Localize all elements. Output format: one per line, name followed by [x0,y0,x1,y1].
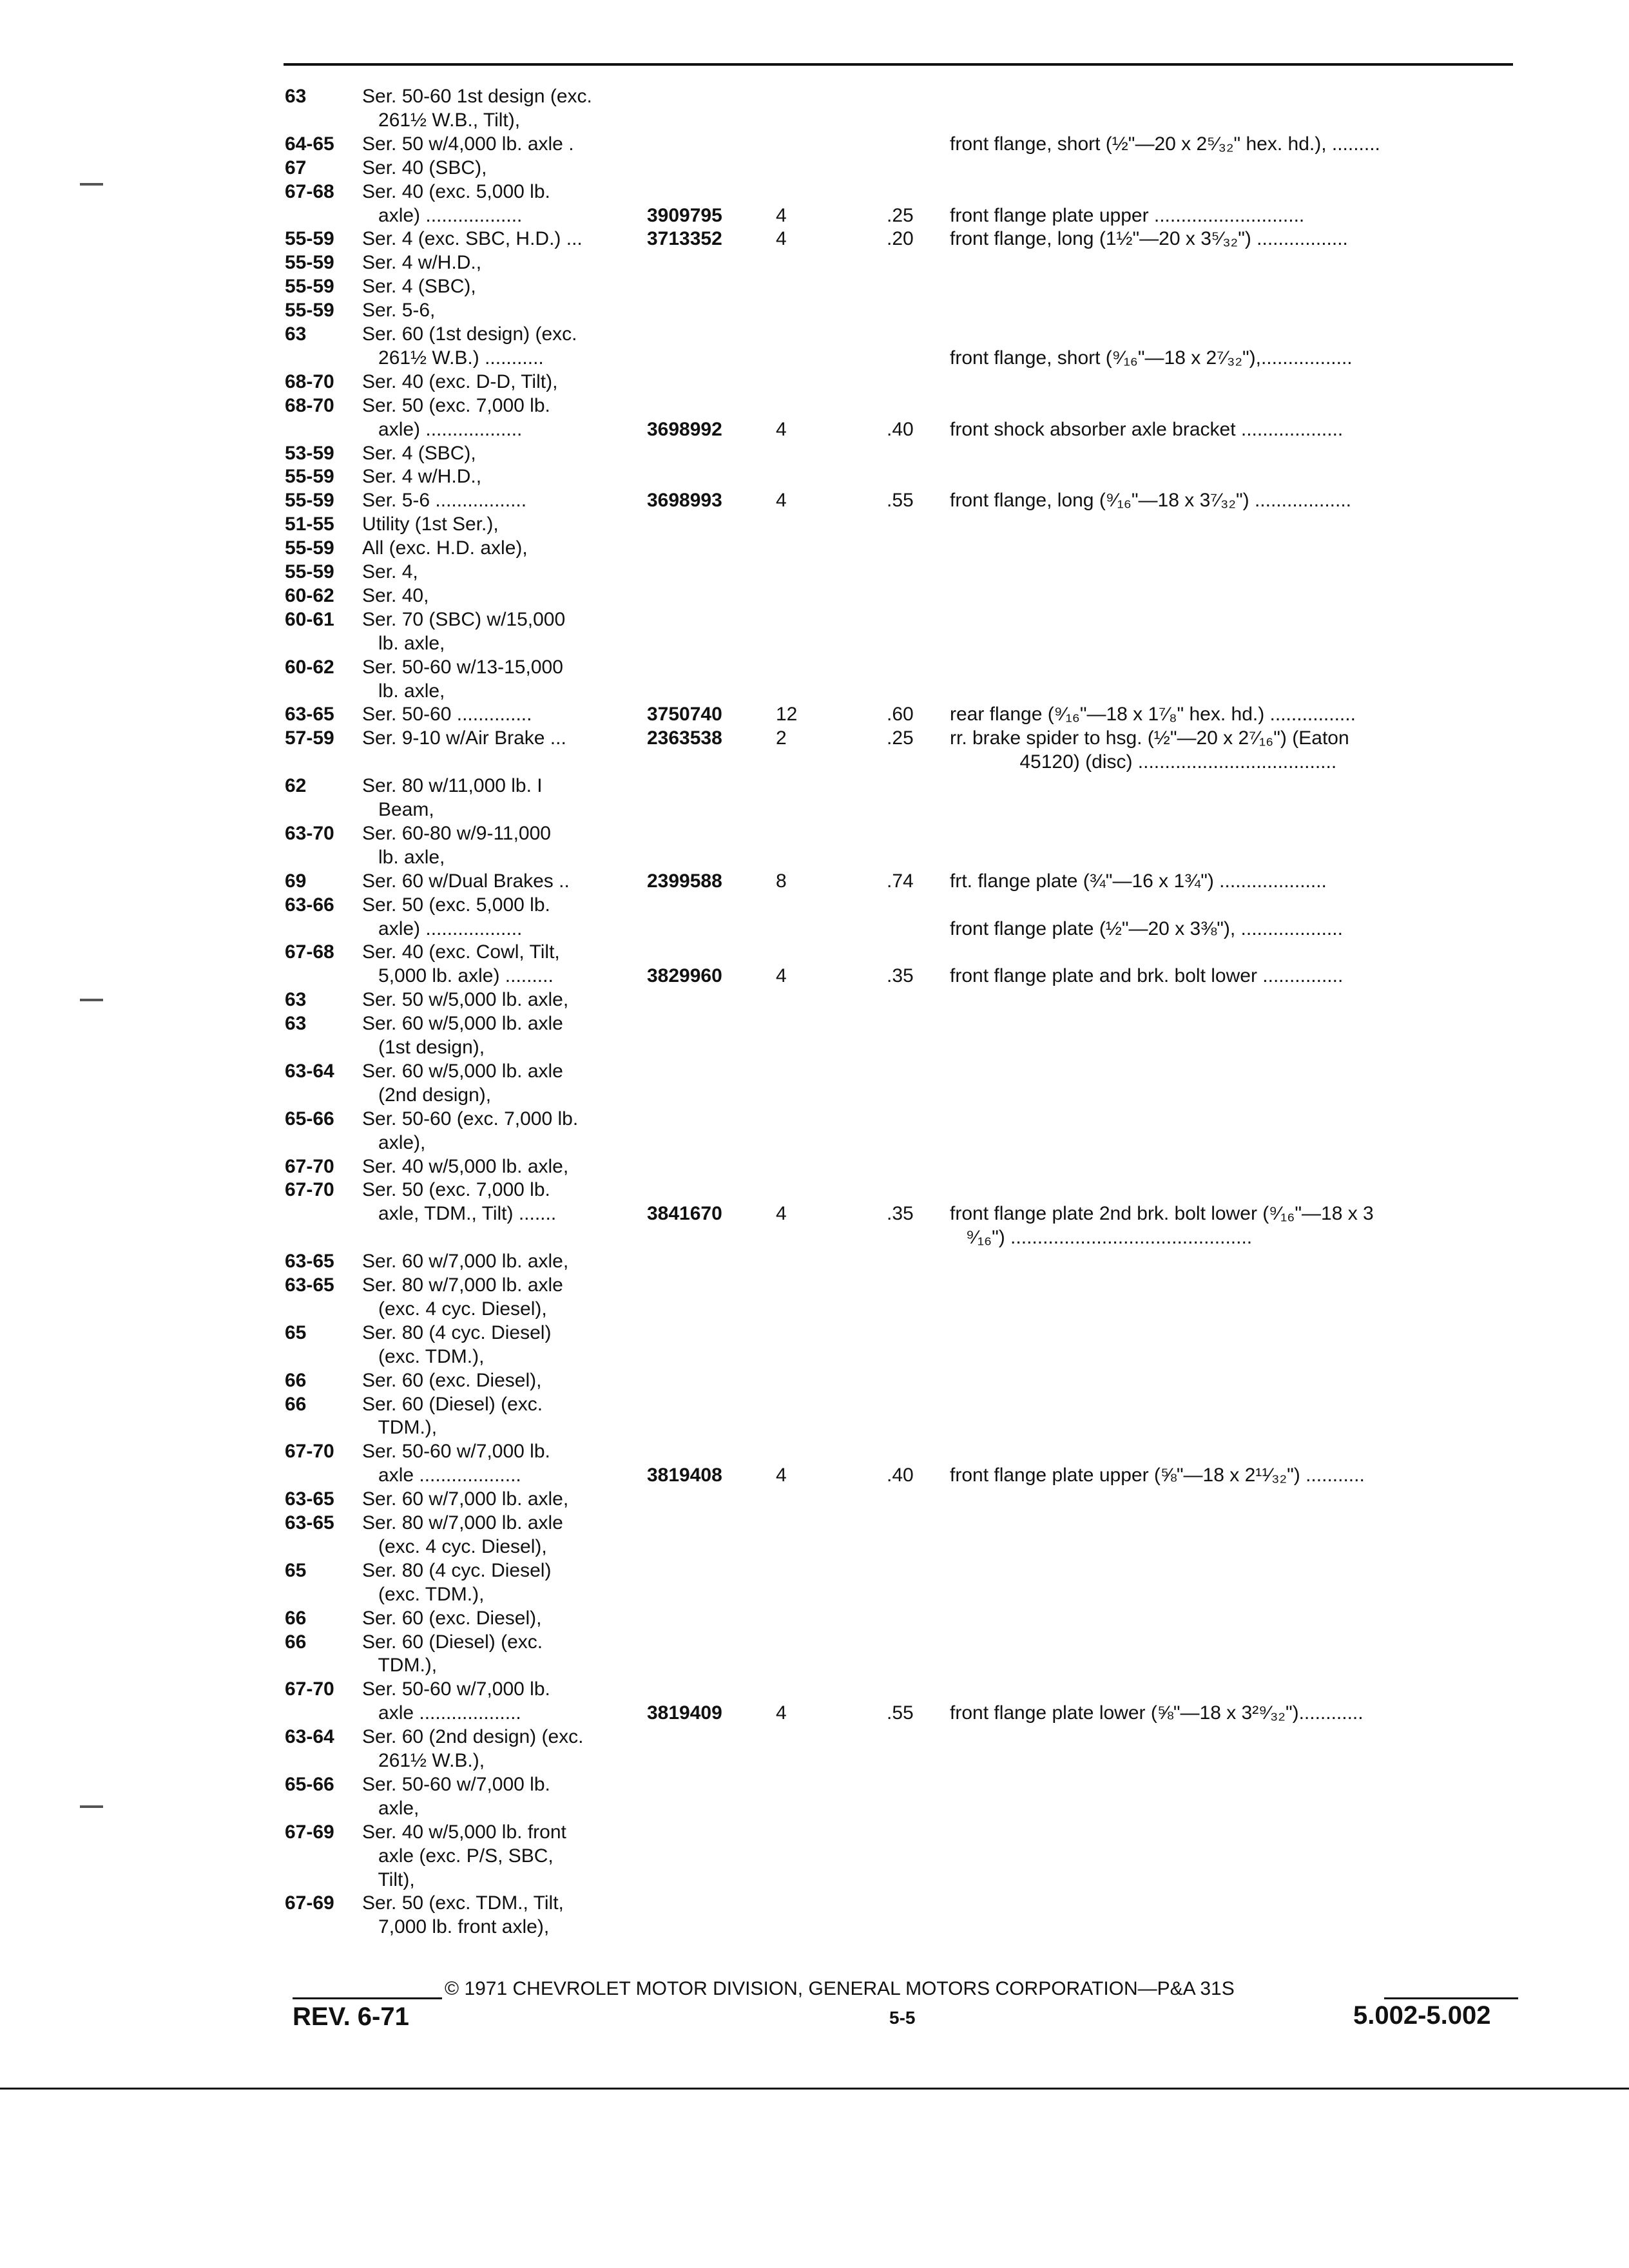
catalog-line [0,821,1629,847]
catalog-line [0,393,1629,419]
catalog-line [0,678,1629,704]
application-column: Ser. 4 w/H.D., [362,466,482,487]
catalog-line [0,1082,1629,1108]
application-column: Ser. 60 w/5,000 lb. axle [362,1013,563,1034]
quantity-column: 12 [776,704,798,725]
catalog-line [0,939,1629,965]
price-column: .25 [887,727,914,749]
year-column: 67-68 [285,941,334,963]
application-column: Ser. 60 w/7,000 lb. axle, [362,1251,569,1272]
catalog-line [0,869,1629,894]
catalog-line [0,892,1629,918]
catalog-line [0,417,1629,443]
description-column: front flange, short (½"—20 x 2⁵⁄₃₂" hex. hd.), ......... [950,133,1380,155]
catalog-line [0,1320,1629,1346]
year-column: 60-61 [285,609,334,630]
application-column: Ser. 40 w/5,000 lb. axle, [362,1156,569,1177]
catalog-line [0,1558,1629,1584]
year-column: 66 [285,1370,307,1391]
application-column: Ser. 5-6 ................. [362,490,527,511]
application-column: axle ................... [362,1465,521,1486]
year-column: 55-59 [285,466,334,487]
year-column: 57-59 [285,727,334,749]
catalog-line [0,773,1629,799]
catalog-line [0,1653,1629,1678]
year-column: 63 [285,989,307,1010]
application-column: Ser. 50-60 1st design (exc. [362,86,592,107]
catalog-line [0,1035,1629,1061]
catalog-line [0,1700,1629,1726]
application-column: axle ................... [362,1702,521,1724]
catalog-line [0,250,1629,276]
catalog-line [0,203,1629,229]
application-column: Ser. 50-60 (exc. 7,000 lb. [362,1108,579,1129]
catalog-line [0,1772,1629,1798]
catalog-line [0,1677,1629,1702]
revision-label: REV. 6-71 [293,2003,409,2031]
description-column: front flange, short (⁹⁄₁₆"—18 x 2⁷⁄₃₂"),................. [950,347,1353,369]
application-column: Ser. 60 (exc. Diesel), [362,1370,542,1391]
catalog-line [0,322,1629,347]
catalog-line [0,1843,1629,1869]
part-number-column: 3698993 [647,490,722,511]
year-column: 55-59 [285,228,334,249]
catalog-line [0,1249,1629,1274]
application-column: (exc. TDM.), [362,1584,485,1605]
catalog-line [0,1510,1629,1536]
quantity-column: 8 [776,870,787,892]
catalog-line [0,1273,1629,1298]
price-column: .35 [887,1203,914,1224]
application-column: Ser. 60 (1st design) (exc. [362,323,577,345]
year-column: 63-70 [285,823,334,844]
catalog-line [0,1130,1629,1156]
catalog-line [0,226,1629,252]
application-column: Ser. 4 (exc. SBC, H.D.) ... [362,228,583,249]
year-column: 66 [285,1394,307,1415]
part-number-column: 3819408 [647,1465,722,1486]
catalog-line [0,702,1629,727]
catalog-line [0,84,1629,110]
catalog-line [0,1392,1629,1418]
price-column: .40 [887,1465,914,1486]
application-column: Ser. 40 (exc. 5,000 lb. [362,181,550,202]
year-column: 51-55 [285,514,334,535]
application-column: 261½ W.B.), [362,1750,485,1771]
application-column: Beam, [362,799,434,820]
application-column: axle) .................. [362,419,523,440]
application-column: Ser. 50 (exc. 5,000 lb. [362,894,550,916]
quantity-column: 4 [776,1203,787,1224]
application-column: axle, TDM., Tilt) ....... [362,1203,557,1224]
year-column: 63-64 [285,1726,334,1747]
application-column: Ser. 80 w/7,000 lb. axle [362,1512,563,1533]
application-column: Ser. 50 (exc. 7,000 lb. [362,1179,550,1200]
application-column: Ser. 80 w/7,000 lb. axle [362,1274,563,1296]
year-column: 64-65 [285,133,334,155]
year-column: 65-66 [285,1108,334,1129]
year-column: 67-70 [285,1179,334,1200]
price-column: .74 [887,870,914,892]
catalog-line [0,131,1629,157]
application-column: Ser. 4, [362,561,418,582]
application-column: Ser. 40 (SBC), [362,157,487,178]
catalog-line [0,1106,1629,1132]
application-column: Ser. 50-60 w/7,000 lb. [362,1441,550,1462]
application-column: Ser. 5-6, [362,300,436,321]
application-column: Ser. 50 w/5,000 lb. axle, [362,989,569,1010]
catalog-line [0,512,1629,537]
application-column: Ser. 50 (exc. TDM., Tilt, [362,1892,564,1914]
catalog-line [0,1225,1629,1251]
catalog-line [0,655,1629,680]
catalog-line [0,1867,1629,1893]
catalog-line [0,1606,1629,1631]
catalog-line [0,1629,1629,1655]
application-column: axle, [362,1798,419,1819]
year-column: 67-69 [285,1892,334,1914]
catalog-line [0,1368,1629,1394]
catalog-line [0,1154,1629,1180]
description-column: front flange, long (⁹⁄₁₆"—18 x 3⁷⁄₃₂") .................. [950,490,1351,511]
application-column: 5,000 lb. axle) ......... [362,965,554,986]
part-number-column: 3750740 [647,704,722,725]
part-number-column: 3841670 [647,1203,722,1224]
catalog-line [0,1820,1629,1845]
application-column: Ser. 9-10 w/Air Brake ... [362,727,566,749]
catalog-line [0,631,1629,657]
year-column: 67 [285,157,307,178]
application-column: Ser. 50 w/4,000 lb. axle . [362,133,574,155]
part-number-column: 3713352 [647,228,722,249]
catalog-line [0,1914,1629,1940]
application-column: Ser. 50-60 w/7,000 lb. [362,1774,550,1795]
price-column: .55 [887,490,914,511]
catalog-line [0,274,1629,300]
catalog-line [0,1177,1629,1203]
catalog-line [0,1439,1629,1465]
catalog-line [0,797,1629,823]
catalog-line [0,345,1629,371]
description-column: front flange plate upper ............................ [950,205,1305,226]
application-column: lb. axle, [362,633,445,654]
description-column: front shock absorber axle bracket ................... [950,419,1344,440]
catalog-line [0,726,1629,751]
price-column: .35 [887,965,914,986]
catalog-line [0,583,1629,609]
description-column: ⁹⁄₁₆") ............................................. [950,1227,1253,1248]
section-number: 5.002-5.002 [1353,2001,1491,2030]
catalog-line [0,441,1629,466]
page-number: 5-5 [889,2008,916,2028]
application-column: axle (exc. P/S, SBC, [362,1845,554,1867]
part-number-column: 2399588 [647,870,722,892]
year-column: 67-69 [285,1821,334,1843]
year-column: 55-59 [285,490,334,511]
year-column: 60-62 [285,585,334,606]
year-column: 67-70 [285,1441,334,1462]
application-column: Tilt), [362,1869,415,1890]
application-column: Ser. 50-60 .............. [362,704,532,725]
footer-rule-left [293,1997,442,1999]
quantity-column: 4 [776,205,787,226]
year-column: 65-66 [285,1774,334,1795]
quantity-column: 2 [776,727,787,749]
catalog-line [0,1059,1629,1084]
catalog-line [0,1415,1629,1441]
year-column: 63-64 [285,1061,334,1082]
year-column: 53-59 [285,443,334,464]
catalog-line [0,1724,1629,1750]
price-column: .55 [887,1702,914,1724]
footer-rule-right [1384,1997,1518,1999]
application-column: axle) .................. [362,918,523,939]
application-column: Ser. 60 w/7,000 lb. axle, [362,1488,569,1510]
price-column: .20 [887,228,914,249]
part-number-column: 3698992 [647,419,722,440]
application-column: Ser. 4 (SBC), [362,443,476,464]
part-number-column: 3909795 [647,205,722,226]
application-column: Ser. 60 w/5,000 lb. axle [362,1061,563,1082]
catalog-line [0,488,1629,514]
quantity-column: 4 [776,1702,787,1724]
catalog-line [0,1890,1629,1916]
year-column: 63 [285,86,307,107]
year-column: 66 [285,1631,307,1653]
application-column: (1st design), [362,1037,485,1058]
year-column: 67-70 [285,1678,334,1700]
application-column: Ser. 4 w/H.D., [362,252,482,273]
year-column: 63-65 [285,1488,334,1510]
price-column: .60 [887,704,914,725]
description-column: front flange plate and brk. bolt lower ............... [950,965,1344,986]
year-column: 65 [285,1322,307,1343]
application-column: Ser. 4 (SBC), [362,276,476,297]
application-column: Ser. 60 (2nd design) (exc. [362,1726,584,1747]
year-column: 67-70 [285,1156,334,1177]
catalog-line [0,1486,1629,1512]
year-column: 60-62 [285,657,334,678]
year-column: 68-70 [285,395,334,416]
year-column: 63 [285,1013,307,1034]
part-number-column: 2363538 [647,727,722,749]
application-column: TDM.), [362,1417,438,1438]
year-column: 65 [285,1560,307,1581]
application-column: axle) .................. [362,205,523,226]
catalog-line [0,535,1629,561]
catalog-line [0,1344,1629,1370]
description-column: front flange plate lower (⅝"—18 x 3²⁹⁄₃₂")............ [950,1702,1364,1724]
year-column: 63-66 [285,894,334,916]
year-column: 55-59 [285,561,334,582]
catalog-line [0,1582,1629,1608]
year-column: 62 [285,775,307,796]
catalog-line [0,559,1629,585]
year-column: 63 [285,323,307,345]
application-column: Ser. 60 w/Dual Brakes .. [362,870,570,892]
catalog-line [0,1296,1629,1322]
application-column: TDM.), [362,1655,438,1676]
year-column: 55-59 [285,300,334,321]
application-column: Ser. 40 (exc. D-D, Tilt), [362,371,558,392]
quantity-column: 4 [776,965,787,986]
catalog-line [0,369,1629,395]
description-column: front flange plate (½"—20 x 3⅜"), ................... [950,918,1343,939]
application-column: Ser. 40, [362,585,429,606]
catalog-line [0,155,1629,181]
year-column: 63-65 [285,1512,334,1533]
quantity-column: 4 [776,1465,787,1486]
application-column: lb. axle, [362,680,445,702]
year-column: 63-65 [285,704,334,725]
catalog-line [0,1534,1629,1560]
application-column: (2nd design), [362,1084,492,1106]
application-column: 261½ W.B.) ........... [362,347,544,369]
price-column: .25 [887,205,914,226]
application-column: Ser. 50 (exc. 7,000 lb. [362,395,550,416]
application-column: 261½ W.B., Tilt), [362,110,521,131]
quantity-column: 4 [776,419,787,440]
application-column: Ser. 40 w/5,000 lb. front [362,1821,566,1843]
description-column: front flange, long (1½"—20 x 3⁵⁄₃₂") ................. [950,228,1348,249]
catalog-line [0,108,1629,133]
application-column: Ser. 50-60 w/13-15,000 [362,657,563,678]
application-column: Ser. 40 (exc. Cowl, Tilt, [362,941,560,963]
year-column: 55-59 [285,252,334,273]
catalog-line [0,464,1629,490]
year-column: 63-65 [285,1251,334,1272]
application-column: Ser. 60 (Diesel) (exc. [362,1394,543,1415]
catalog-line [0,179,1629,205]
year-column: 69 [285,870,307,892]
application-column: 7,000 lb. front axle), [362,1916,550,1937]
application-column: Ser. 70 (SBC) w/15,000 [362,609,566,630]
description-column: front flange plate 2nd brk. bolt lower (⁹⁄₁₆"—18 x 3 [950,1203,1374,1224]
catalog-line [0,987,1629,1013]
application-column: All (exc. H.D. axle), [362,537,528,559]
description-column: front flange plate upper (⅝"—18 x 2¹¹⁄₃₂") ........... [950,1465,1365,1486]
year-column: 55-59 [285,276,334,297]
catalog-line [0,1011,1629,1037]
catalog-line [0,749,1629,775]
year-column: 55-59 [285,537,334,559]
catalog-line [0,1201,1629,1227]
year-column: 68-70 [285,371,334,392]
catalog-line [0,298,1629,323]
description-column: frt. flange plate (¾"—16 x 1¾") .................... [950,870,1327,892]
bottom-rule [0,2088,1629,2090]
application-column: axle), [362,1132,426,1153]
application-column: Ser. 50-60 w/7,000 lb. [362,1678,550,1700]
description-column: rr. brake spider to hsg. (½"—20 x 2⁷⁄₁₆") (Eaton [950,727,1349,749]
part-number-column: 3819409 [647,1702,722,1724]
application-column: Ser. 80 w/11,000 lb. I [362,775,543,796]
application-column: lb. axle, [362,847,445,868]
catalog-line [0,1463,1629,1488]
year-column: 66 [285,1608,307,1629]
catalog-line [0,1748,1629,1774]
application-column: (exc. 4 cyc. Diesel), [362,1536,547,1557]
catalog-line [0,1796,1629,1821]
copyright-text: © 1971 CHEVROLET MOTOR DIVISION, GENERAL MOTORS CORPORATION—P&A 31S [445,1978,1235,1999]
application-column: (exc. TDM.), [362,1346,485,1367]
application-column: Ser. 80 (4 cyc. Diesel) [362,1560,552,1581]
description-column: rear flange (⁹⁄₁₆"—18 x 1⁷⁄₈" hex. hd.) ................ [950,704,1356,725]
catalog-line [0,916,1629,942]
quantity-column: 4 [776,490,787,511]
price-column: .40 [887,419,914,440]
catalog-line [0,963,1629,989]
application-column: Ser. 60 (exc. Diesel), [362,1608,542,1629]
year-column: 63-65 [285,1274,334,1296]
catalog-line [0,845,1629,870]
application-column: (exc. 4 cyc. Diesel), [362,1298,547,1320]
application-column: Ser. 80 (4 cyc. Diesel) [362,1322,552,1343]
year-column: 67-68 [285,181,334,202]
part-number-column: 3829960 [647,965,722,986]
description-column: 45120) (disc) ..................................... [950,751,1337,773]
application-column: Ser. 60-80 w/9-11,000 [362,823,551,844]
application-column: Utility (1st Ser.), [362,514,499,535]
catalog-line [0,607,1629,633]
quantity-column: 4 [776,228,787,249]
application-column: Ser. 60 (Diesel) (exc. [362,1631,543,1653]
